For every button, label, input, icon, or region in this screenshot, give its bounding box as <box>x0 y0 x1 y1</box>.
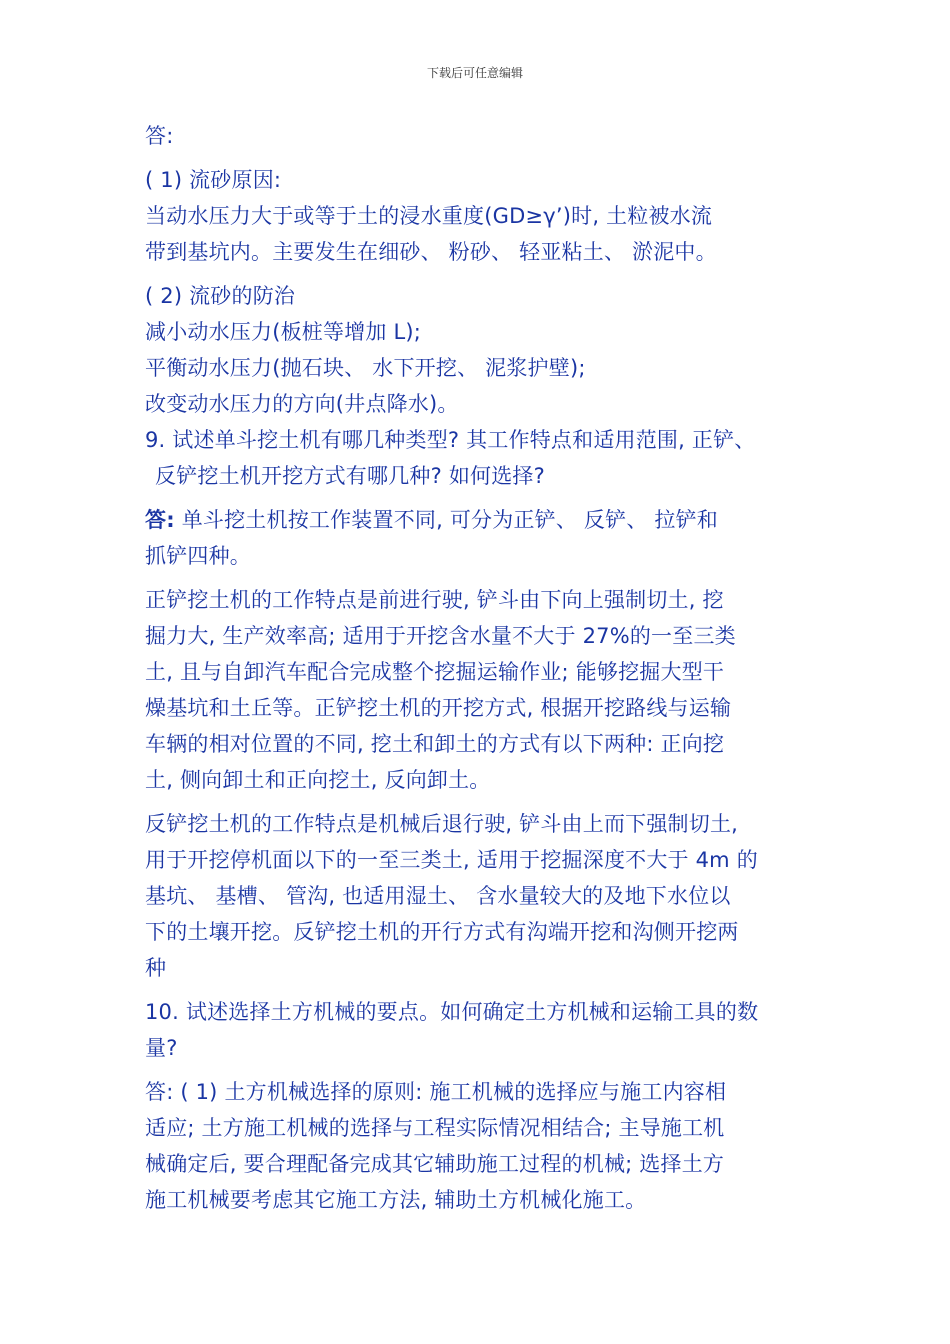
section-heading: ( 1) 流砂原因: <box>145 168 282 192</box>
paragraph-line: 答: ( 1) 土方机械选择的原则: 施工机械的选择应与施工内容相 <box>145 1080 727 1104</box>
paragraph-line: 种 <box>145 956 167 980</box>
paragraph-line: 反铲挖土机的工作特点是机械后退行驶, 铲斗由上而下强制切土, <box>145 812 739 836</box>
answer-text: 单斗挖土机按工作装置不同, 可分为正铲、 反铲、 拉铲和 <box>181 508 719 532</box>
list-item: 改变动水压力的方向(井点降水)。 <box>145 392 459 416</box>
document-body <box>145 118 810 1218</box>
paragraph-line: 适应; 土方施工机械的选择与工程实际情况相结合; 主导施工机 <box>145 1116 725 1140</box>
paragraph-line: 施工机械要考虑其它施工方法, 辅助土方机械化施工。 <box>145 1188 647 1212</box>
paragraph-line: 下的土壤开挖。反铲挖土机的开行方式有沟端开挖和沟侧开挖两 <box>145 920 739 944</box>
question-line: 10. 试述选择土方机械的要点。如何确定土方机械和运输工具的数 <box>145 1000 759 1024</box>
answer-label: 答: <box>145 508 175 532</box>
paragraph-line: 土, 且与自卸汽车配合完成整个挖掘运输作业; 能够挖掘大型干 <box>145 660 725 684</box>
question-line: 量? <box>145 1036 178 1060</box>
list-item: 平衡动水压力(抛石块、 水下开挖、 泥浆护壁); <box>145 356 586 380</box>
page-header: 下载后可任意编辑 <box>426 66 523 80</box>
section-heading: ( 2) 流砂的防治 <box>145 284 296 308</box>
list-item: 减小动水压力(板桩等增加 L); <box>145 320 422 344</box>
question-line: 9. 试述单斗挖土机有哪几种类型? 其工作特点和适用范围, 正铲、 <box>145 428 756 452</box>
paragraph-line: 掘力大, 生产效率高; 适用于开挖含水量不大于 27%的一至三类 <box>145 624 736 648</box>
paragraph-line: 械确定后, 要合理配备完成其它辅助施工过程的机械; 选择土方 <box>145 1152 725 1176</box>
question-line: 反铲挖土机开挖方式有哪几种? 如何选择? <box>155 464 545 488</box>
paragraph-line: 用于开挖停机面以下的一至三类土, 适用于挖掘深度不大于 4m 的 <box>145 848 758 872</box>
answer-label: 答: <box>145 124 174 148</box>
paragraph-line <box>145 502 810 538</box>
paragraph-line: 车辆的相对位置的不同, 挖土和卸土的方式有以下两种: 正向挖 <box>145 732 725 756</box>
paragraph-line: 正铲挖土机的工作特点是前进行驶, 铲斗由下向上强制切土, 挖 <box>145 588 724 612</box>
paragraph-line: 当动水压力大于或等于土的浸水重度(GD≥γ’)时, 土粒被水流 <box>145 204 713 228</box>
paragraph-line: 土, 侧向卸土和正向挖土, 反向卸土。 <box>145 768 491 792</box>
paragraph-line: 抓铲四种。 <box>145 544 251 568</box>
paragraph-line: 燥基坑和土丘等。正铲挖土机的开挖方式, 根据开挖路线与运输 <box>145 696 732 720</box>
paragraph-line: 带到基坑内。主要发生在细砂、 粉砂、 轻亚粘土、 淤泥中。 <box>145 240 717 264</box>
paragraph-line: 基坑、 基槽、 管沟, 也适用湿土、 含水量较大的及地下水位以 <box>145 884 731 908</box>
